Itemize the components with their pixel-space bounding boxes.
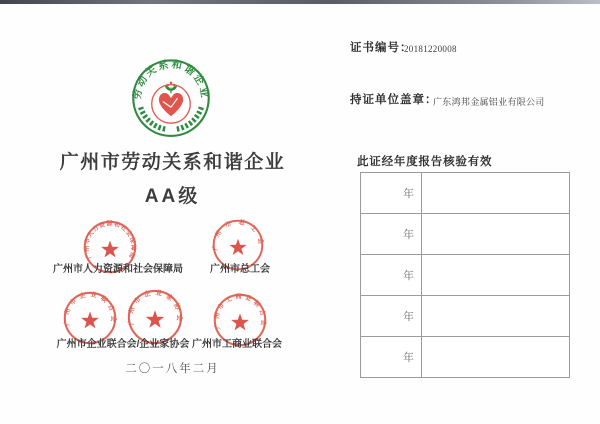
year-row	[361, 255, 570, 296]
verification-entry-cell	[422, 337, 570, 378]
harmonious-enterprise-emblem	[130, 56, 212, 142]
issue-date: 二〇一八年二月	[125, 363, 220, 375]
year-label-cell: 年	[361, 337, 422, 378]
year-row	[361, 173, 570, 214]
seal-arc-text: 广州市总工会	[212, 218, 264, 251]
star-icon	[229, 239, 246, 255]
annual-verification-table	[360, 172, 570, 378]
holder-company-name: 广东鸿邦金属铝业有限公司	[433, 97, 545, 107]
official-seal-enterprise-federation	[62, 290, 118, 346]
certificate-number-label: 证书编号：	[350, 42, 413, 54]
verification-entry-cell	[422, 173, 570, 214]
official-seal-entrepreneurs-association	[126, 288, 184, 346]
scan-top-edge	[0, 0, 600, 4]
year-row	[361, 214, 570, 255]
certificate-number-value: 20181220008	[404, 44, 457, 54]
star-icon	[146, 310, 164, 327]
verification-entry-cell	[422, 255, 570, 296]
issuer-label-hrss-bureau: 广州市人力资源和社会保障局	[53, 264, 183, 275]
holder-seal-label: 持证单位盖章：	[350, 94, 438, 106]
seal-arc-text: 广州市企业家协会	[127, 289, 183, 326]
annual-verification-heading: 此证经年度报告核验有效	[357, 156, 493, 168]
certificate-title: 广州市劳动关系和谐企业	[59, 152, 286, 173]
year-label-cell: 年	[361, 214, 422, 255]
verification-entry-cell	[422, 296, 570, 337]
year-label-cell: 年	[361, 296, 422, 337]
certificate-grade: AA级	[144, 186, 201, 207]
star-icon	[231, 313, 249, 330]
emblem-arc-label: 劳动关系和谐企业	[132, 59, 210, 101]
seal-arc-text: 广州市工商业联合会	[213, 293, 267, 330]
year-label-cell: 年	[361, 255, 422, 296]
year-label-cell: 年	[361, 173, 422, 214]
seal-icon	[126, 288, 184, 346]
seal-icon	[62, 290, 118, 346]
year-row	[361, 337, 570, 378]
star-icon	[81, 311, 99, 328]
emblem-logo-icon	[130, 56, 212, 142]
seal-arc-text: 广州市人力资源和社会保障局	[84, 221, 136, 260]
year-row	[361, 296, 570, 337]
verification-entry-cell	[422, 214, 570, 255]
issuer-label-industry-commerce: 广州市工商业联合会	[192, 339, 282, 350]
star-icon	[101, 240, 119, 257]
issuer-label-enterprise-federation: 广州市企业联合会/企业家协会	[56, 339, 190, 350]
issuer-label-trade-union: 广州市总工会	[210, 264, 270, 275]
seal-arc-text: 广州市企业联合会	[63, 291, 117, 327]
